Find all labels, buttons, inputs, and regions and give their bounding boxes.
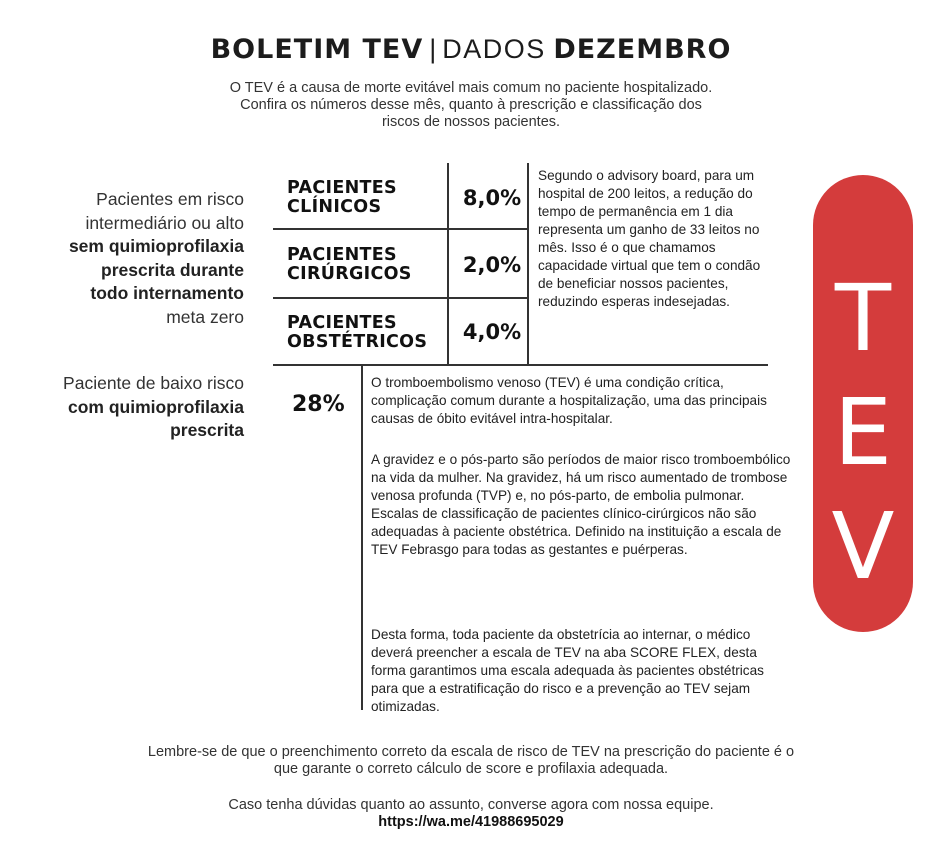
badge-letter: E xyxy=(833,379,893,486)
label-line: Pacientes em risco xyxy=(96,189,244,209)
intro-line: riscos de nossos pacientes. xyxy=(381,114,561,130)
title-month: DEZEMBRO xyxy=(553,34,732,65)
category-line: PACIENTES xyxy=(287,313,397,333)
category-clinicos xyxy=(287,179,442,217)
label-line: intermediário ou alto xyxy=(85,212,244,233)
tev-badge xyxy=(813,175,913,632)
low-risk-label xyxy=(20,372,244,443)
footer-line: Lembre-se de que o preenchimento correto da escala de risco de TEV na prescrição do paciente é o xyxy=(147,744,795,760)
advisory-board-note: Segundo o advisory board, para um hospital de 200 leitos, a redução do tempo de permanência em 1 dia representa um ganho de 33 leitos no mês. Isso é o que chamamos capacidade virtual que tem o condão de beneficiar nossos pacientes, reduzindo esperas indesejadas. xyxy=(538,168,761,309)
label-bold-line: prescrita durante xyxy=(101,259,244,280)
label-line: Paciente de baixo risco xyxy=(63,373,244,393)
category-obstetricos xyxy=(287,314,442,352)
label-bold-line: prescrita xyxy=(170,420,244,441)
paragraph-obstetricia: Desta forma, toda paciente da obstetrícia ao internar, o médico deverá preencher a escala de TEV na aba SCORE FLEX, desta forma garantimos uma escala adequada às pacientes obstétricas para que a estratificação do risco e a prevenção ao TEV sejam otimizadas. xyxy=(371,627,764,715)
whatsapp-link[interactable]: https://wa.me/41988695029 xyxy=(378,814,564,830)
label-bold-line: todo internamento xyxy=(90,283,244,304)
title-main: BOLETIM TEV xyxy=(210,34,424,65)
value-cirurgicos: 2,0% xyxy=(462,253,522,277)
footer-contact xyxy=(60,797,882,831)
page-title xyxy=(0,34,942,65)
title-dados: DADOS xyxy=(442,34,546,64)
badge-letter: V xyxy=(831,493,895,600)
category-line: CLÍNICOS xyxy=(287,197,382,217)
table-divider-horizontal xyxy=(273,228,529,230)
paragraph-tev: O tromboembolismo venoso (TEV) é uma condição crítica, complicação comum durante a hospitalização, uma das principais causas de óbito evitável intra-hospitalar. xyxy=(371,375,767,427)
intro-line: Confira os números desse mês, quanto à prescrição e classificação dos xyxy=(240,97,702,113)
footer-reminder xyxy=(60,744,882,778)
intro-text xyxy=(130,80,812,131)
category-line: CIRÚRGICOS xyxy=(287,264,412,284)
low-risk-value: 28% xyxy=(292,392,345,417)
goal-label: meta zero xyxy=(166,306,244,327)
paragraph-divider-vertical xyxy=(361,365,363,710)
footer-line: que garante o correto cálculo de score e profilaxia adequada. xyxy=(273,761,669,777)
value-obstetricos: 4,0% xyxy=(462,320,522,344)
table-divider-horizontal xyxy=(273,364,768,366)
table-divider-vertical xyxy=(447,163,449,365)
label-bold-line: sem quimioprofilaxia xyxy=(68,236,244,257)
title-separator: | xyxy=(429,34,437,64)
intro-line: O TEV é a causa de morte evitável mais comum no paciente hospitalizado. xyxy=(229,80,713,96)
label-bold-line: com quimioprofilaxia xyxy=(68,396,244,417)
category-line: PACIENTES xyxy=(287,245,397,265)
category-cirurgicos xyxy=(287,246,442,284)
contact-text: Caso tenha dúvidas quanto ao assunto, converse agora com nossa equipe. xyxy=(228,797,714,813)
category-line: OBSTÉTRICOS xyxy=(287,332,428,352)
high-risk-label xyxy=(20,188,244,330)
value-clinicos: 8,0% xyxy=(462,186,522,210)
table-divider-horizontal xyxy=(273,297,529,299)
badge-letter: T xyxy=(834,265,892,372)
paragraph-gravidez: A gravidez e o pós-parto são períodos de maior risco tromboembólico na vida da mulher. Na gravidez, há um risco aumentado de trombose venosa profunda (TVP) e, no pós-parto, de embolia pulmonar. Escalas de classificação de pacientes clínico-cirúrgicos não são adequadas à paciente obstétrica. Definido na instituição a escala de TEV Febrasgo para todas as gestantes e puérperas. xyxy=(371,452,791,558)
category-line: PACIENTES xyxy=(287,178,397,198)
